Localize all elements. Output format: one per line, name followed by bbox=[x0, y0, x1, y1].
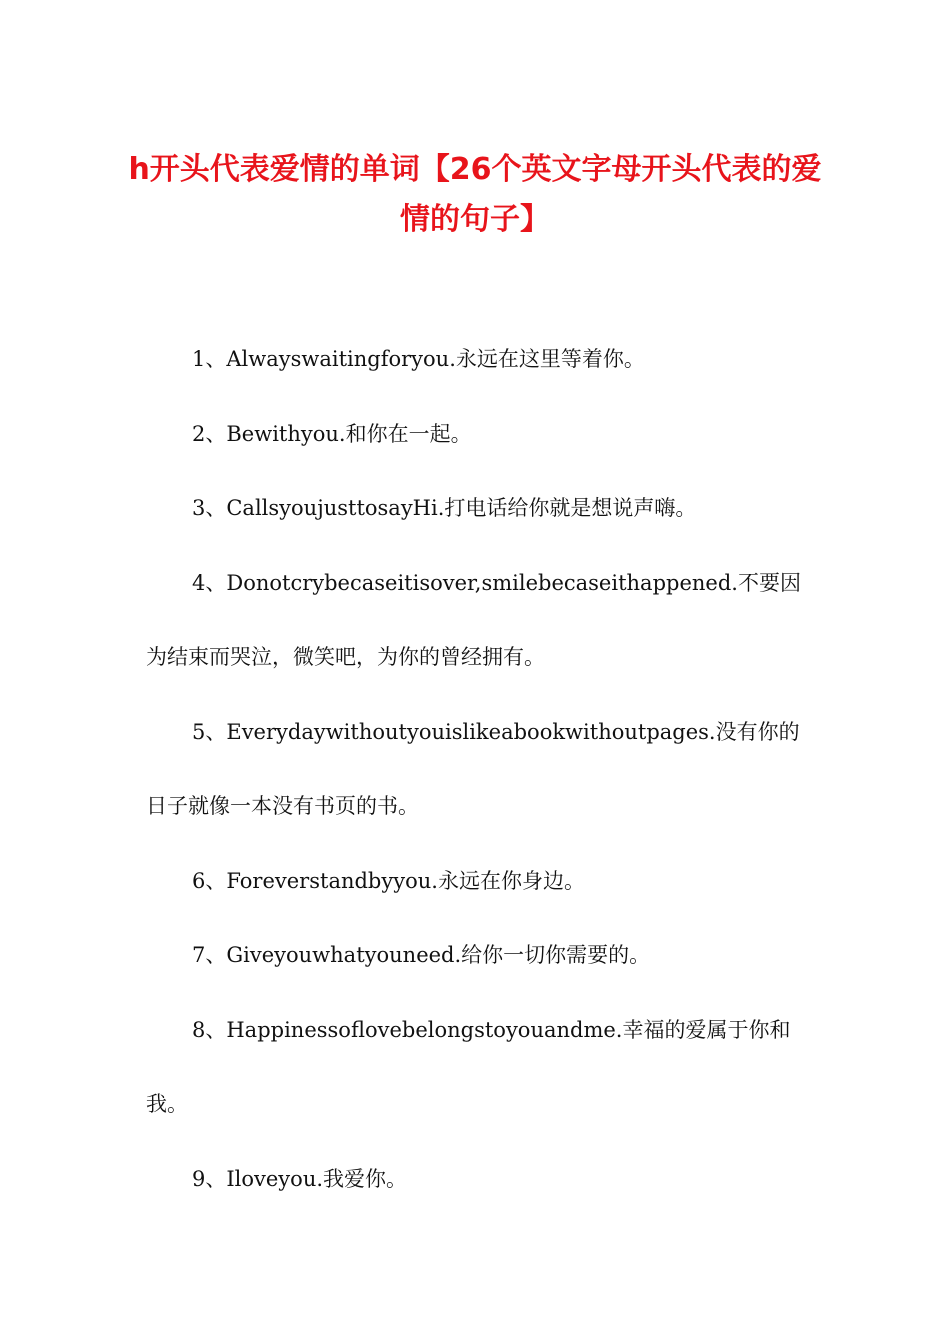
paragraph-3: 3、CallsyoujusttosayHi.打电话给你就是想说声嗨。 bbox=[192, 496, 697, 520]
document-body bbox=[146, 322, 806, 1216]
paragraph-7: 7、Giveyouwhatyouneed.给你一切你需要的。 bbox=[192, 943, 651, 967]
paragraph-5: 5、Everydaywithoutyouislikeabookwithoutpages.没有你的日子就像一本没有书页的书。 bbox=[146, 719, 800, 818]
paragraph-6: 6、Foreverstandbyyou.永远在你身边。 bbox=[192, 868, 585, 893]
paragraph-4: 4、Donotcrybecaseitisover,smilebecaseithappened.不要因为结束而哭泣，微笑吧，为你的曾经拥有。 bbox=[146, 570, 801, 669]
paragraph-2: 2、Bewithyou.和你在一起。 bbox=[192, 421, 472, 446]
paragraph-9: 9、Iloveyou.我爱你。 bbox=[192, 1166, 408, 1191]
paragraph-8: 8、Happinessoflovebelongstoyouandme.幸福的爱属于你和我。 bbox=[146, 1017, 791, 1116]
page-title: h开头代表爱情的单词【26个英文字母开头代表的爱情的句子】 bbox=[128, 152, 822, 237]
paragraph-1: 1、Alwayswaitingforyou.永远在这里等着你。 bbox=[192, 347, 645, 371]
